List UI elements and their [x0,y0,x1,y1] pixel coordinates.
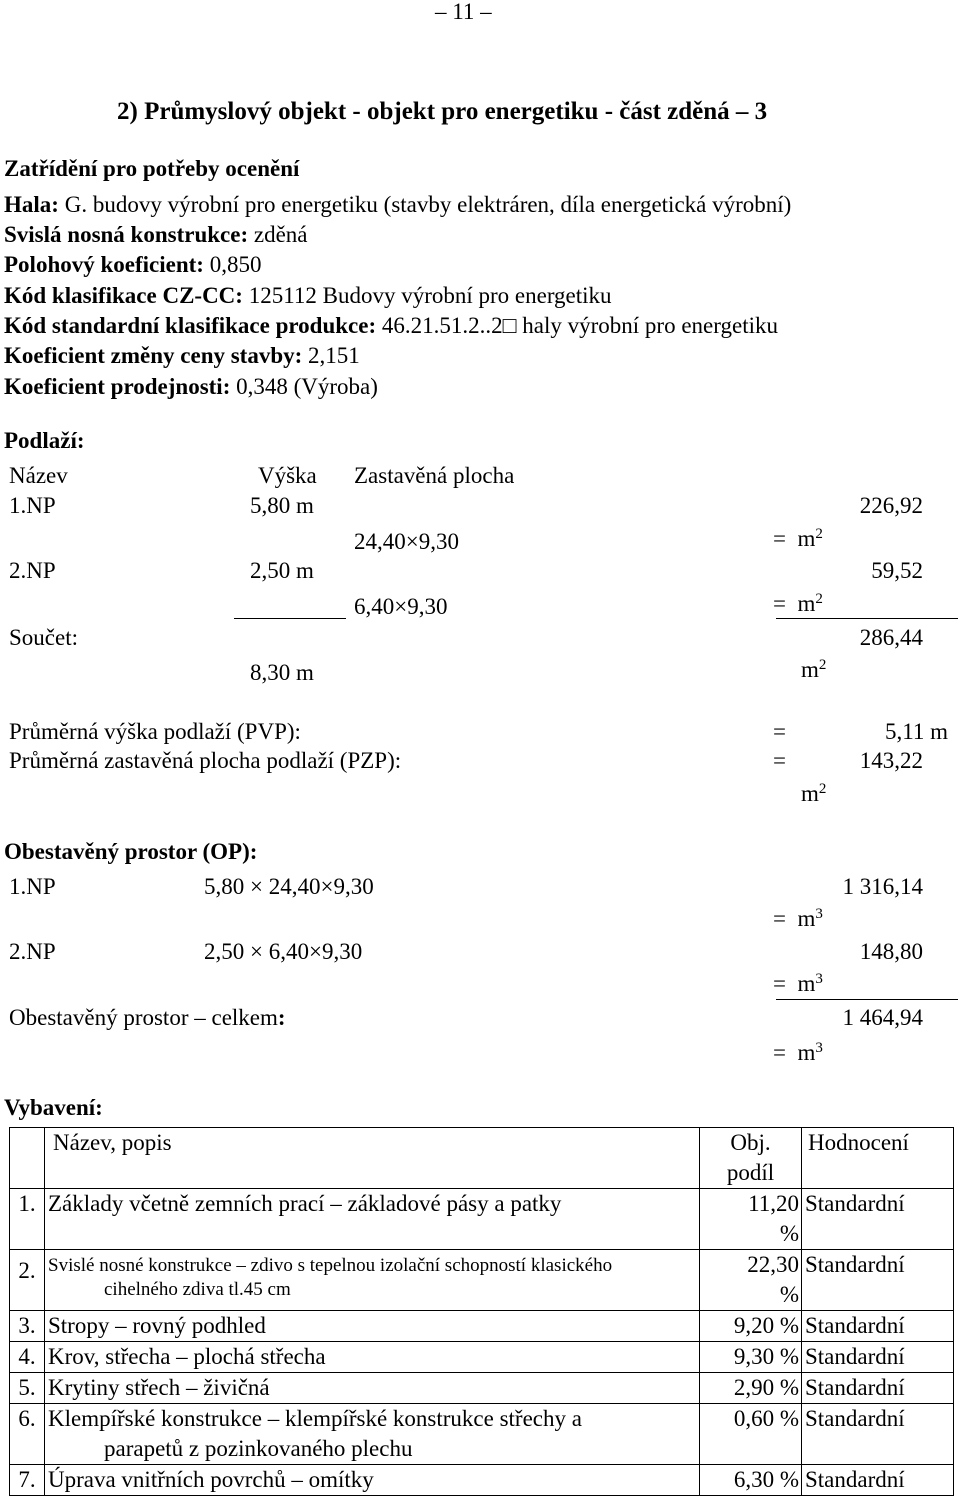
row-number: 2. [10,1250,45,1311]
sale-label: Koeficient prodejnosti: [4,374,231,399]
volume-total-value: 1 464,94 [842,1005,923,1030]
floor-name: 1.NP [9,493,56,518]
sum-area-value: 286,44 [859,625,923,650]
hall-line [4,193,791,216]
row-rating: Standardní [802,1250,954,1311]
row-share: 9,20 % [700,1311,802,1342]
floors-col-height: Výška [258,463,317,488]
row-number: 1. [10,1189,45,1250]
row-rating: Standardní [802,1311,954,1342]
volume-sum-rule [776,999,958,1000]
volume-total-label: Obestavěný prostor – celkem: [9,1005,286,1030]
position-value: 0,850 [209,252,262,277]
floor-area-value: 59,52 [871,558,923,583]
row-share: 22,30 % [700,1250,802,1311]
row-rating: Standardní [802,1342,954,1373]
row-share: 11,20 % [700,1189,802,1250]
cpa-text: haly výrobní pro energetiku [522,313,778,338]
sum-height: 8,30 m [250,660,314,685]
volume-heading: Obestavěný prostor (OP): [4,839,258,864]
sale-value: 0,348 (Výroba) [236,374,378,399]
pzp-label: Průměrná zastavěná plocha podlaží (PZP): [9,748,402,773]
price-line [4,344,360,367]
cpa-label: Kód standardní klasifikace produkce: [4,313,377,338]
row-rating: Standardní [802,1189,954,1250]
floor-height: 2,50 m [250,558,314,583]
row-number: 5. [10,1373,45,1404]
table-row [10,1311,954,1342]
cpa-value: 46.21.51.2..2 [381,313,503,338]
page-title: 2) Průmyslový objekt - objekt pro energetiku - část zděná – 3 [117,98,768,125]
floor-area-unit: = $m^2$ [773,526,823,551]
pvp-label: Průměrná výška podlaží (PVP): [9,719,301,744]
floor-area-unit: = $m^2$ [773,591,823,616]
pzp-equals: = [773,748,786,773]
pvp-equals: = [773,719,786,744]
position-line [4,253,261,276]
table-row [10,1404,954,1465]
height-sum-rule [234,618,346,619]
table-row [10,1250,954,1311]
structure-value: zděná [253,222,308,247]
row-name: Stropy – rovný podhled [45,1311,700,1342]
structure-line [4,223,308,246]
row-share: 9,30 % [700,1342,802,1373]
row-number: 6. [10,1404,45,1465]
row-rating: Standardní [802,1465,954,1496]
header-name: Název, popis [45,1128,700,1189]
hall-value: G. budovy výrobní pro energetiku (stavby elektráren, díla energetická výrobní) [64,192,792,217]
missing-glyph-icon: □ [502,313,517,338]
cpa-line [4,314,778,337]
volume-row-value: 148,80 [859,939,923,964]
equipment-table [9,1127,954,1496]
sum-label: Součet: [9,625,78,650]
price-label: Koeficient změny ceny stavby: [4,343,303,368]
price-value: 2,151 [308,343,360,368]
row-name: Základy včetně zemních prací – základové pásy a patky [45,1189,700,1250]
volume-row-unit: = $m^3$ [773,906,823,931]
hall-label: Hala: [4,192,59,217]
sum-area-unit: $m^2$ [801,657,827,682]
row-share: 2,90 % [700,1373,802,1404]
floor-formula: 24,40×9,30 [354,529,459,554]
row-rating: Standardní [802,1404,954,1465]
sale-line [4,375,378,398]
volume-row-value: 1 316,14 [842,874,923,899]
table-row [10,1189,954,1250]
row-name: Úprava vnitřních povrchů – omítky [45,1465,700,1496]
floors-heading: Podlaží: [4,428,85,453]
floor-name: 2.NP [9,558,56,583]
row-name: Krov, střecha – plochá střecha [45,1342,700,1373]
row-number: 3. [10,1311,45,1342]
table-row [10,1342,954,1373]
header-share: Obj. podíl [700,1128,802,1189]
row-rating: Standardní [802,1373,954,1404]
page-number: – 11 – [435,0,492,24]
row-number: 4. [10,1342,45,1373]
position-label: Polohový koeficient: [4,252,204,277]
row-name: Svislé nosné konstrukce – zdivo s tepelnou izolační schopností klasického cihelného zdiva tl.45 cm [45,1250,700,1311]
floors-col-name: Název [9,463,68,488]
table-header-row [10,1128,954,1189]
area-sum-rule [776,618,958,619]
equipment-heading: Vybavení: [4,1095,103,1120]
volume-row-unit: = $m^3$ [773,971,823,996]
volume-row-name: 1.NP [9,874,56,899]
czcc-line [4,284,612,307]
row-share: 0,60 % [700,1404,802,1465]
table-row [10,1465,954,1496]
pzp-unit: $m^2$ [801,781,827,806]
floor-area-value: 226,92 [859,493,923,518]
volume-row-formula: 5,80 × 24,40×9,30 [204,874,374,899]
classification-heading: Zatřídění pro potřeby ocenění [4,156,300,181]
pvp-value: 5,11 m [884,719,948,744]
row-name: Klempířské konstrukce – klempířské konstrukce střechy a parapetů z pozinkovaného plechu [45,1404,700,1465]
volume-row-formula: 2,50 × 6,40×9,30 [204,939,363,964]
row-number: 7. [10,1465,45,1496]
czcc-label: Kód klasifikace CZ-CC: [4,283,243,308]
floor-height: 5,80 m [250,493,314,518]
czcc-value: 125112 Budovy výrobní pro energetiku [248,283,612,308]
pzp-value: 143,22 [859,748,923,773]
floors-col-area: Zastavěná plocha [354,463,515,488]
floor-formula: 6,40×9,30 [354,594,448,619]
row-share: 6,30 % [700,1465,802,1496]
volume-row-name: 2.NP [9,939,56,964]
header-number [10,1128,45,1189]
row-name: Krytiny střech – živičná [45,1373,700,1404]
table-row [10,1373,954,1404]
header-rating: Hodnocení [802,1128,954,1189]
structure-label: Svislá nosná konstrukce: [4,222,249,247]
volume-total-unit: = $m^3$ [773,1040,823,1065]
